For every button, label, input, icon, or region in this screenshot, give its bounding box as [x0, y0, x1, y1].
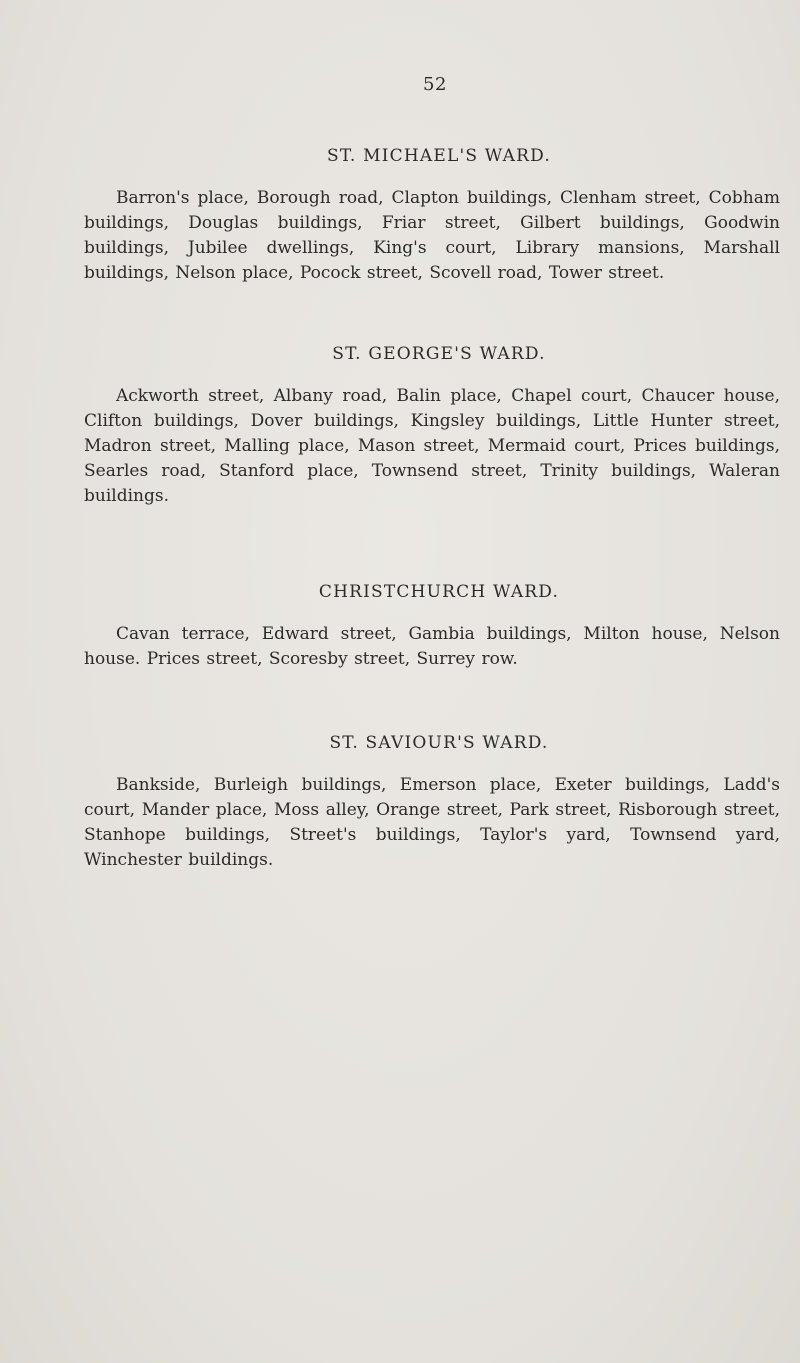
section-st-georges-ward — [84, 344, 780, 509]
section-christchurch-ward — [84, 582, 780, 672]
section-text: Cavan terrace, Edward street, Gambia buildings, Milton house, Nelson house. Prices street, Scoresby street, Surrey row. — [84, 624, 780, 669]
section-heading: ST. SAVIOUR'S WARD. — [329, 733, 549, 753]
section-heading: ST. GEORGE'S WARD. — [332, 344, 546, 364]
section-text: Bankside, Burleigh buildings, Emerson place, Exeter buildings, Ladd's court, Mander place, Moss alley, Orange street, Park street, Risborough street, Stanhope buildings, Street's buildings, Taylor's yard, Townsend yard, Winchester buildings. — [84, 775, 780, 870]
section-text: Ackworth street, Albany road, Balin place, Chapel court, Chaucer house, Clifton buildings, Dover buildings, Kingsley buildings, Little Hunter street, Madron street, Malling place, Mason street, Mermaid court, Prices buildings, Searles road, Stanford place, Townsend street, Trinity buildings, Waleran buildings. — [84, 386, 780, 506]
section-heading: CHRISTCHURCH WARD. — [318, 582, 560, 602]
section-text: Barron's place, Borough road, Clapton buildings, Clenham street, Cobham buildings, Douglas buildings, Friar street, Gilbert buildings, Goodwin buildings, Jubilee dwellings, King's court, Library mansions, Marshall buildings, Nelson place, Pocock street, Scovell road, Tower street. — [84, 188, 780, 283]
section-heading: ST. MICHAEL'S WARD. — [327, 146, 551, 166]
page-number: 52 — [423, 74, 447, 95]
section-st-michaels-ward — [84, 146, 780, 286]
section-st-saviours-ward — [84, 733, 780, 873]
